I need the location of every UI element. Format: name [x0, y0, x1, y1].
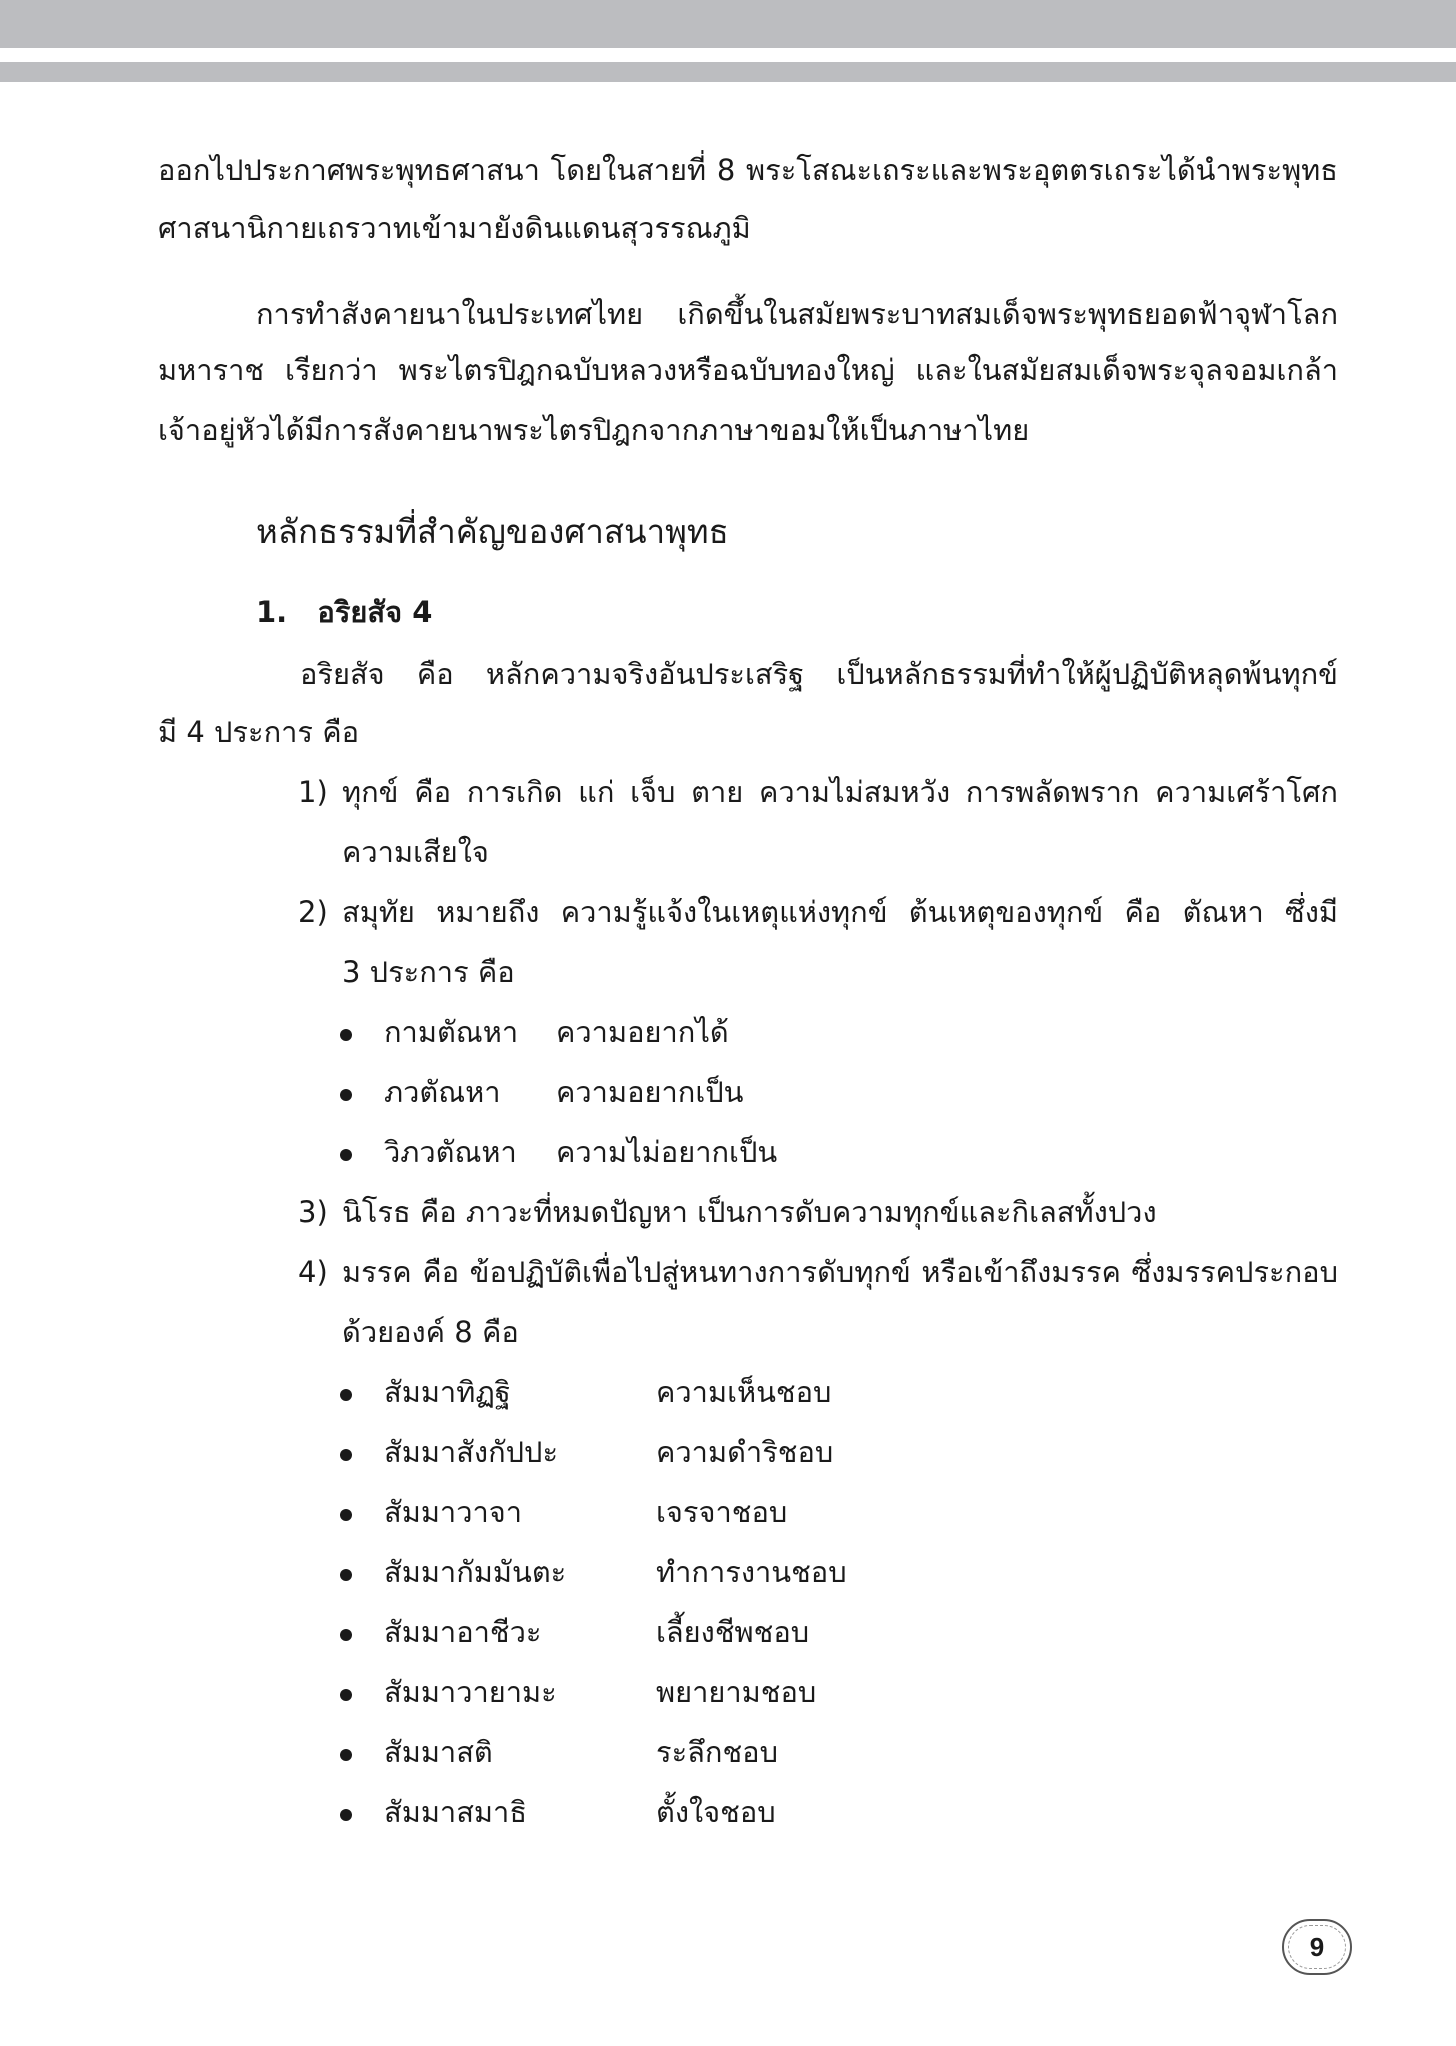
tanha-term: วิภวตัณหา — [384, 1135, 517, 1169]
magga-meaning: ตั้งใจชอบ — [656, 1795, 776, 1829]
magga-term: สัมมาสังกัปปะ — [384, 1435, 559, 1469]
header-bar-top — [0, 0, 1456, 48]
magga-meaning: เลี้ยงชีพชอบ — [656, 1615, 810, 1649]
paragraph-1-line-2: ศาสนานิกายเถรวาทเข้ามายังดินแดนสุวรรณภูมิ — [158, 211, 751, 245]
section-heading: หลักธรรมที่สำคัญของศาสนาพุทธ — [256, 512, 729, 551]
item-4-number: 4) — [298, 1255, 328, 1289]
subsection-title — [256, 592, 432, 632]
item-1-line-2: ความเสียใจ — [342, 835, 489, 869]
subsection-title-text: อริยสัจ 4 — [317, 595, 433, 629]
bullet-icon — [340, 1569, 352, 1581]
subsection-intro-line-2: มี 4 ประการ คือ — [158, 715, 360, 749]
subsection-intro-line-1: อริยสัจ คือ หลักความจริงอันประเสริฐ เป็นหลักธรรมที่ทำให้ผู้ปฏิบัติหลุดพ้นทุกข์ — [300, 657, 1338, 691]
magga-meaning: ความเห็นชอบ — [656, 1375, 832, 1409]
paragraph-1-line-1: ออกไปประกาศพระพุทธศาสนา โดยในสายที่ 8 พระโสณะเถระและพระอุตตรเถระได้นำพระพุทธ — [158, 153, 1338, 187]
item-4-line-2: ด้วยองค์ 8 คือ — [342, 1315, 519, 1349]
item-2-number: 2) — [298, 895, 328, 929]
tanha-meaning: ความอยากได้ — [556, 1015, 729, 1049]
magga-meaning: พยายามชอบ — [656, 1675, 817, 1709]
item-1-number: 1) — [298, 775, 328, 809]
item-3-line-1: นิโรธ คือ ภาวะที่หมดปัญหา เป็นการดับความทุกข์และกิเลสทั้งปวง — [342, 1195, 1157, 1229]
magga-meaning: เจรจาชอบ — [656, 1495, 788, 1529]
page-number-badge — [1282, 1919, 1352, 1975]
bullet-icon — [340, 1449, 352, 1461]
item-3-number: 3) — [298, 1195, 328, 1229]
magga-meaning: ระลึกชอบ — [656, 1735, 778, 1769]
item-1-line-1: ทุกข์ คือ การเกิด แก่ เจ็บ ตาย ความไม่สมหวัง การพลัดพราก ความเศร้าโศก — [342, 775, 1338, 809]
bullet-icon — [340, 1809, 352, 1821]
paragraph-2-line-1: การทำสังคายนาในประเทศไทย เกิดขึ้นในสมัยพระบาทสมเด็จพระพุทธยอดฟ้าจุฬาโลก — [256, 297, 1338, 331]
tanha-term: ภวตัณหา — [384, 1075, 501, 1109]
bullet-icon — [340, 1509, 352, 1521]
item-2-line-2: 3 ประการ คือ — [342, 955, 515, 989]
tanha-meaning: ความไม่อยากเป็น — [556, 1135, 778, 1169]
magga-term: สัมมาทิฏฐิ — [384, 1375, 511, 1409]
bullet-icon — [340, 1029, 352, 1041]
page-number: 9 — [1309, 1931, 1325, 1962]
magga-meaning: ทำการงานชอบ — [656, 1555, 847, 1589]
magga-term: สัมมาสมาธิ — [384, 1795, 528, 1829]
paragraph-2-line-2: มหาราช เรียกว่า พระไตรปิฎกฉบับหลวงหรือฉบับทองใหญ่ และในสมัยสมเด็จพระจุลจอมเกล้า — [158, 353, 1338, 387]
item-2-line-1: สมุทัย หมายถึง ความรู้แจ้งในเหตุแห่งทุกข์ ต้นเหตุของทุกข์ คือ ตัณหา ซึ่งมี — [342, 895, 1338, 929]
item-4-line-1: มรรค คือ ข้อปฏิบัติเพื่อไปสู่หนทางการดับทุกข์ หรือเข้าถึงมรรค ซึ่งมรรคประกอบ — [342, 1255, 1338, 1289]
magga-term: สัมมาอาชีวะ — [384, 1615, 542, 1649]
subsection-number: 1. — [256, 595, 288, 629]
bullet-icon — [340, 1749, 352, 1761]
magga-term: สัมมาวาจา — [384, 1495, 523, 1529]
magga-term: สัมมาวายามะ — [384, 1675, 557, 1709]
paragraph-2-line-3: เจ้าอยู่หัวได้มีการสังคายนาพระไตรปิฎกจากภาษาขอมให้เป็นภาษาไทย — [158, 413, 1030, 447]
bullet-icon — [340, 1689, 352, 1701]
bullet-icon — [340, 1629, 352, 1641]
magga-meaning: ความดำริชอบ — [656, 1435, 834, 1469]
bullet-icon — [340, 1089, 352, 1101]
tanha-term: กามตัณหา — [384, 1015, 519, 1049]
magga-term: สัมมาสติ — [384, 1735, 493, 1769]
tanha-meaning: ความอยากเป็น — [556, 1075, 744, 1109]
bullet-icon — [340, 1149, 352, 1161]
bullet-icon — [340, 1389, 352, 1401]
header-bar-bottom — [0, 62, 1456, 82]
magga-term: สัมมากัมมันตะ — [384, 1555, 567, 1589]
